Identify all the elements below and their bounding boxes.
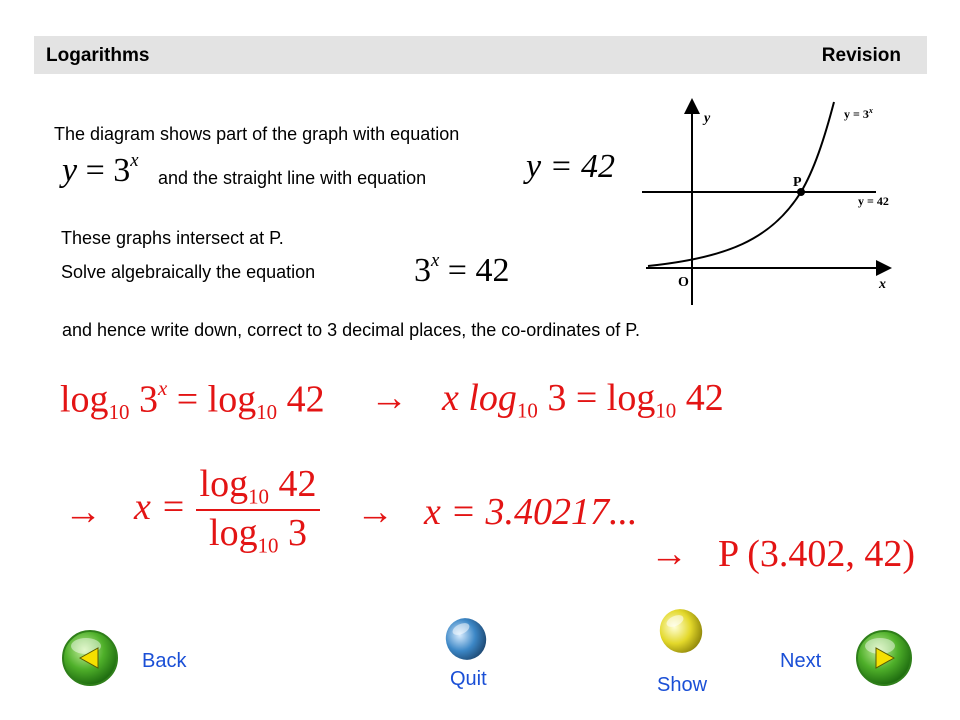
solution-step-5: P (3.402, 42) (718, 533, 916, 575)
s3-num-val: 42 (278, 463, 317, 505)
s3-den-sub: 10 (257, 533, 279, 558)
back-label[interactable]: Back (142, 650, 187, 672)
eq1-exp: x (130, 150, 139, 171)
curve-label (844, 106, 873, 121)
solution-step-2 (442, 376, 724, 423)
problem-line-5: and hence write down, correct to 3 decimal places, the co-ordinates of P. (62, 320, 640, 340)
next-button[interactable] (854, 628, 914, 688)
problem-line-4: Solve algebraically the equation (61, 262, 316, 282)
arrow-3: → (356, 491, 394, 533)
s3-x: x = (134, 486, 187, 529)
s2-sub2: 10 (655, 398, 677, 423)
s1-base: 3 (138, 378, 158, 421)
eq1-lhs: y (62, 151, 78, 189)
s3-den-log: log (209, 512, 258, 555)
header-bar (34, 36, 927, 74)
curve-y-3x (648, 102, 834, 266)
s3-fraction (196, 462, 321, 559)
back-button[interactable] (60, 628, 120, 688)
s1-log: log (60, 378, 109, 421)
solution-step-1 (60, 376, 325, 425)
eq1-base: 3 (113, 151, 131, 189)
solution-step-3 (134, 462, 320, 559)
show-label[interactable]: Show (657, 674, 708, 696)
s3-den-val: 3 (287, 512, 307, 555)
arrow-4: → (650, 533, 688, 575)
s3-num-sub: 10 (248, 484, 269, 509)
s1-rhs-val: 42 (286, 378, 325, 421)
arrow-1: → (370, 377, 408, 419)
origin-label: O (678, 275, 689, 290)
graph-diagram (636, 90, 916, 310)
show-orb-icon (656, 606, 706, 656)
section-label: Revision (821, 45, 901, 66)
quit-orb-icon (442, 614, 490, 664)
point-p-label: P (793, 175, 802, 190)
s2-mid: 3 = log (547, 377, 656, 419)
y-axis-label: y (704, 111, 711, 126)
quit-label[interactable]: Quit (450, 668, 487, 690)
x-axis-label: x (879, 277, 886, 292)
eq3-exp: x (431, 250, 440, 271)
problem-line-3: These graphs intersect at P. (61, 228, 284, 248)
next-label[interactable]: Next (780, 650, 822, 672)
s3-numerator (196, 462, 321, 509)
solution-step-4: x = 3.40217... (424, 491, 638, 533)
equation-y-42: y = 42 (526, 148, 616, 185)
arrow-2: → (64, 491, 102, 533)
s3-num-log: log (199, 463, 249, 505)
equation-3x-42 (414, 250, 509, 290)
problem-line-2: and the straight line with equation (158, 168, 427, 188)
s1-sub: 10 (108, 400, 130, 425)
s1-rhs: = log (176, 378, 257, 421)
eq3-rhs: = 42 (447, 251, 510, 289)
curve-label-text: y = 3 (844, 107, 869, 121)
curve-label-exp: x (868, 106, 873, 115)
s2-pre: x log (442, 377, 517, 419)
quit-button[interactable] (442, 614, 490, 664)
line-label: y = 42 (858, 194, 889, 208)
s1-rhs-sub: 10 (256, 400, 278, 425)
eq3-base: 3 (414, 251, 431, 289)
problem-line-1: The diagram shows part of the graph with equation (54, 124, 460, 144)
s2-val: 42 (685, 377, 724, 419)
equation-y-3x: $y = 3^x$ (62, 150, 139, 189)
show-button[interactable] (656, 606, 706, 656)
page-title: Logarithms (46, 45, 150, 66)
s1-exp: x (157, 376, 168, 400)
s2-sub: 10 (516, 398, 538, 423)
s3-denominator (196, 509, 321, 558)
